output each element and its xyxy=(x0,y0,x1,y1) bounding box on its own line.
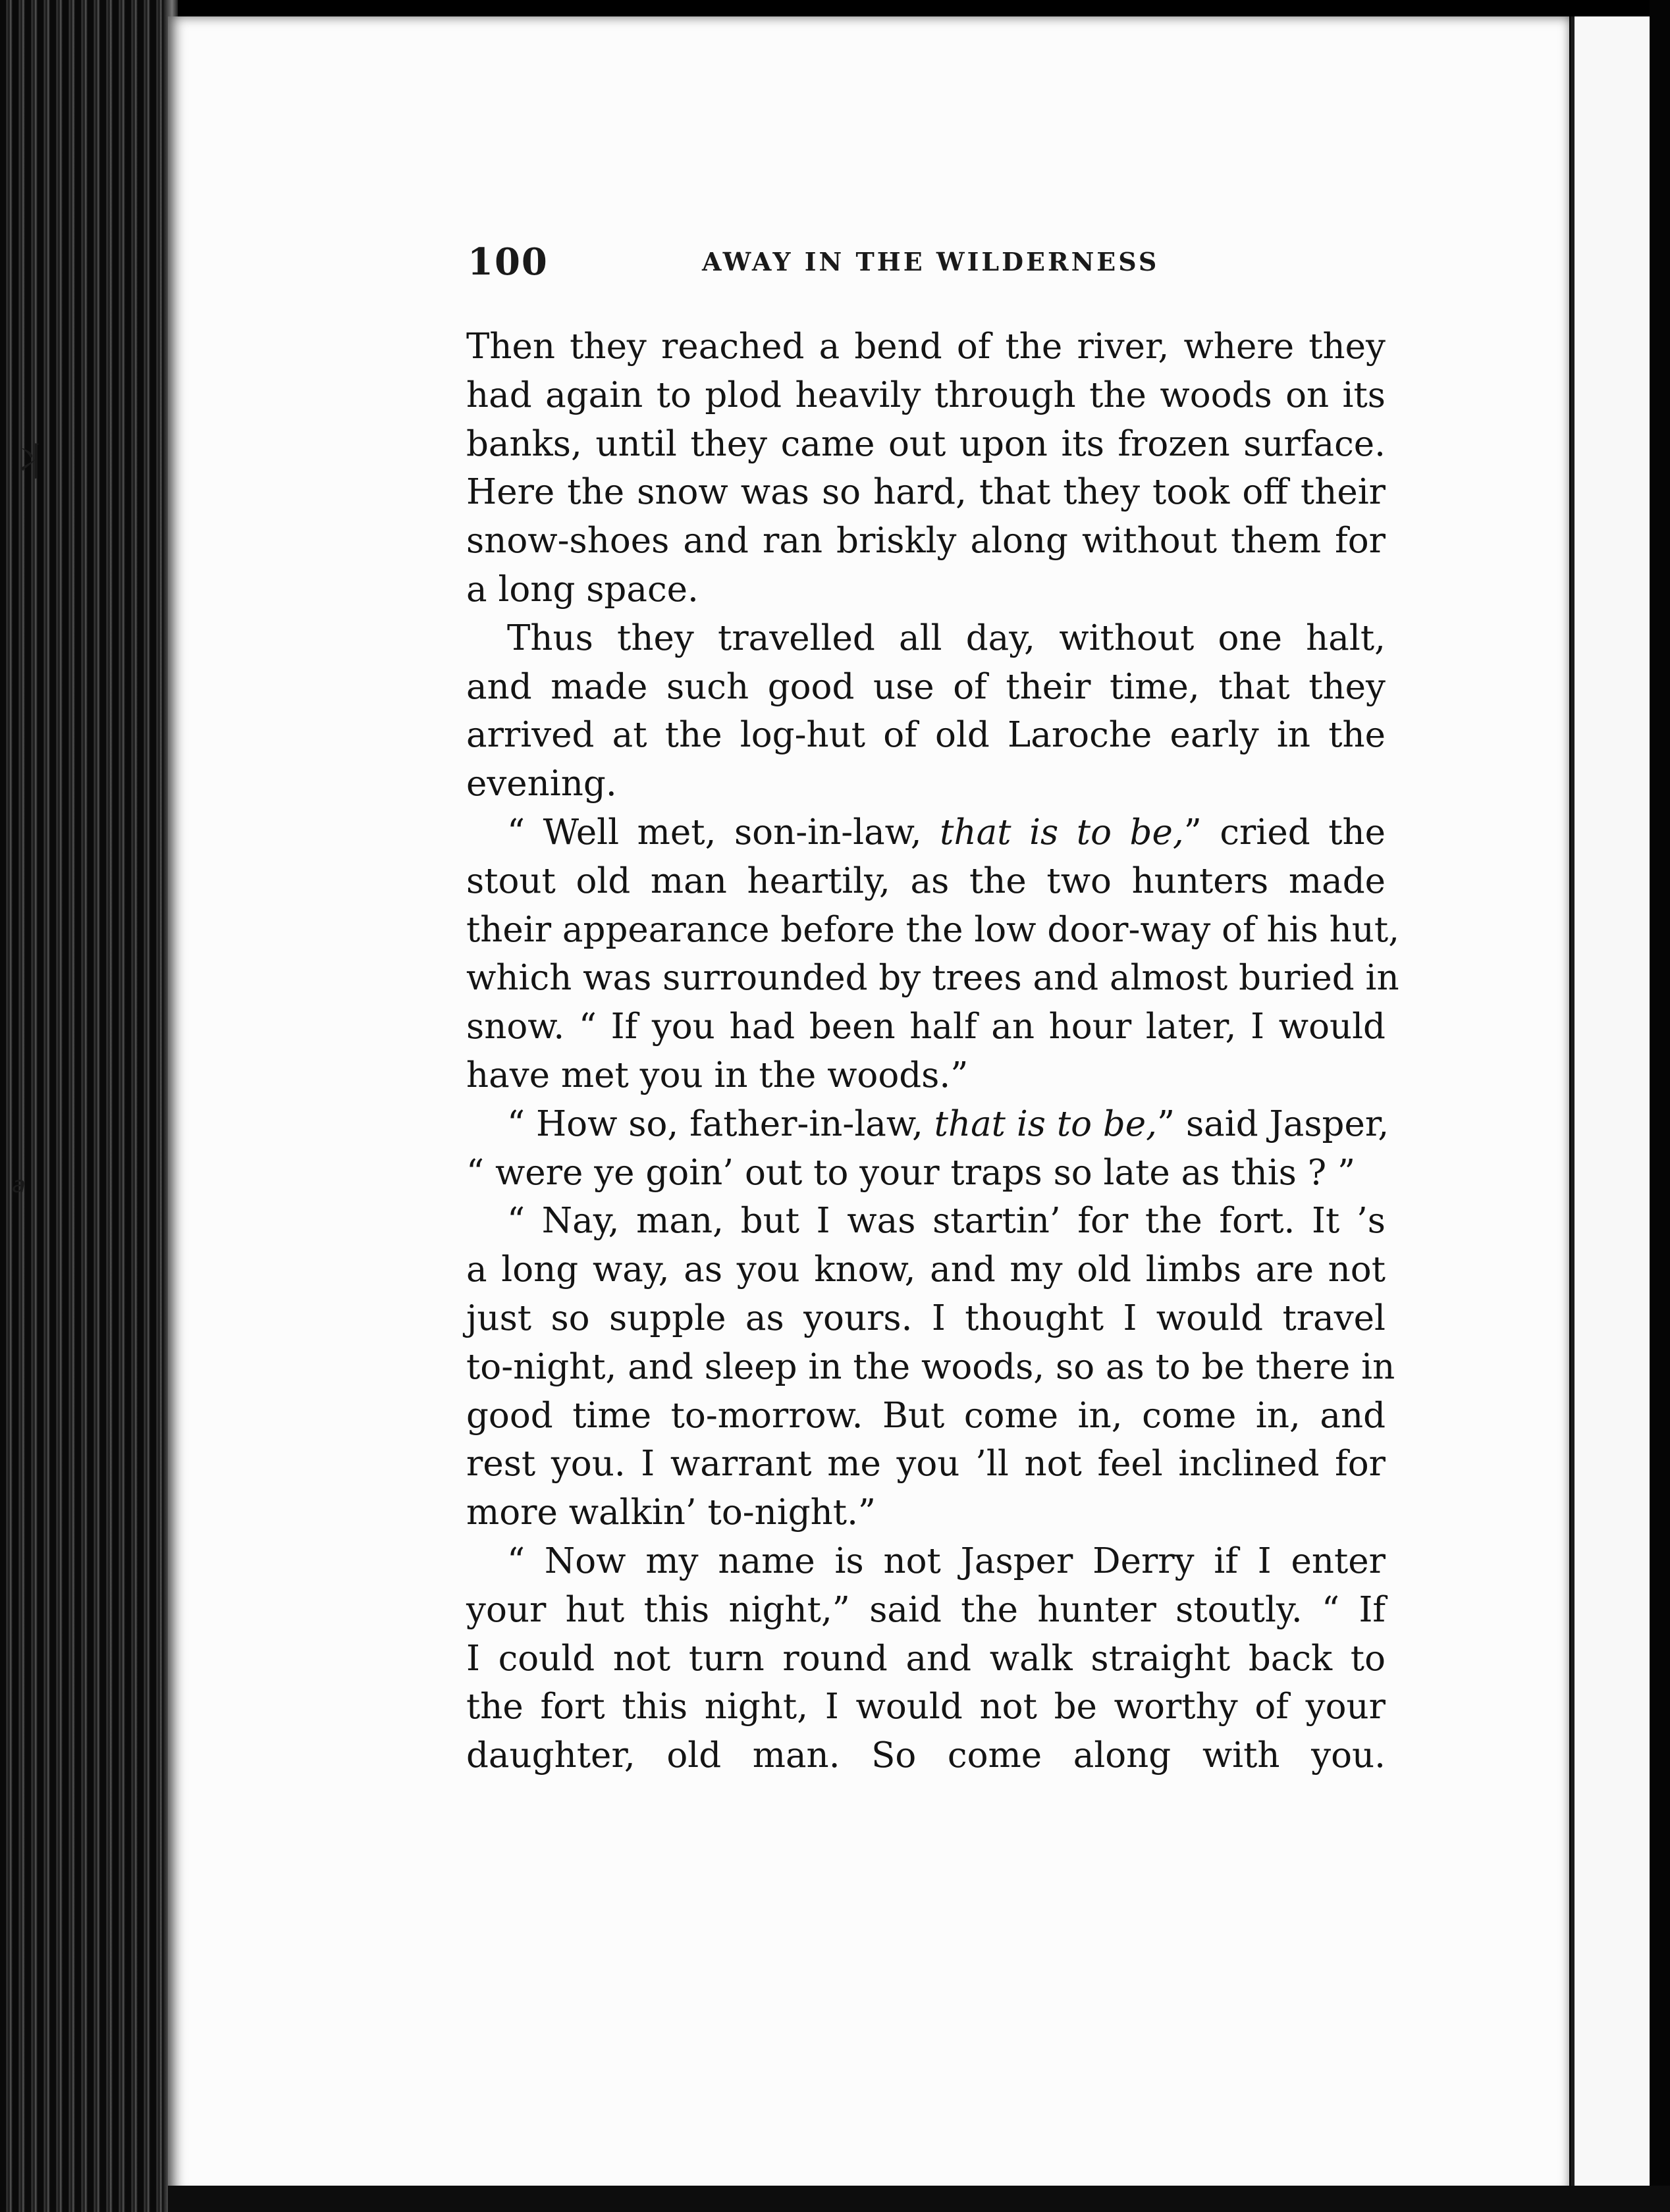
text-line: arrived at the log-hut of old Laroche early in the xyxy=(466,715,1386,756)
text-line: “ How so, father-in-law, that is to be,” said Jasper, xyxy=(507,1103,1389,1144)
italic-phrase: that is to be, xyxy=(934,1103,1158,1144)
text-line: “ Nay, man, but I was startin’ for the fort. It ’s xyxy=(507,1201,1386,1242)
text-line: Thus they travelled all day, without one halt, xyxy=(507,618,1386,658)
book-title: AWAY IN THE WILDERNESS xyxy=(702,247,1160,276)
text-line: daughter, old man. So come along with you. xyxy=(466,1735,1386,1776)
text-line: have met you in the woods.” xyxy=(466,1055,969,1095)
text-line: your hut this night,” said the hunter stoutly. “ If xyxy=(466,1589,1386,1630)
body-text xyxy=(466,323,1400,1780)
paragraph-3 xyxy=(466,808,1400,1100)
text-line: to-night, and sleep in the woods, so as to be there in xyxy=(466,1346,1395,1387)
paragraph-1 xyxy=(466,323,1386,614)
text-line: which was surrounded by trees and almost buried in xyxy=(466,958,1399,999)
text-line: evening. xyxy=(466,764,617,804)
italic-phrase: that is to be, xyxy=(940,812,1184,853)
paragraph-6 xyxy=(466,1537,1386,1780)
text-line: had again to plod heavily through the woods on its xyxy=(466,375,1386,415)
paragraph-5 xyxy=(466,1197,1395,1537)
paragraph-4 xyxy=(466,1100,1389,1198)
text-line: more walkin’ to-night.” xyxy=(466,1492,876,1533)
text-line: I could not turn round and walk straight back to xyxy=(466,1638,1386,1679)
text-line: a long way, as you know, and my old limbs are not xyxy=(466,1250,1386,1290)
text-line: rest you. I warrant me you ’ll not feel inclined for xyxy=(466,1444,1386,1485)
text-line: stout old man heartily, as the two hunters made xyxy=(466,860,1386,901)
page-number: 100 xyxy=(468,240,549,284)
text-line: a long space. xyxy=(466,569,699,610)
margin-mark-letter: a xyxy=(12,1172,26,1198)
text-line: their appearance before the low door-way of his hut, xyxy=(466,909,1400,950)
text-line: good time to-morrow. But come in, come in, and xyxy=(466,1395,1386,1436)
text-line: “ were ye goin’ out to your traps so late as this ? ” xyxy=(466,1152,1356,1193)
margin-mark-ornament: ⺦ xyxy=(12,440,51,485)
text-line: the fort this night, I would not be worthy of your xyxy=(466,1687,1386,1727)
text-line: snow. “ If you had been half an hour later, I would xyxy=(466,1007,1386,1047)
paragraph-2 xyxy=(466,614,1386,808)
text-line: and made such good use of their time, that they xyxy=(466,666,1386,707)
text-line: just so supple as yours. I thought I would travel xyxy=(466,1298,1386,1338)
text-line: Here the snow was so hard, that they took off their xyxy=(466,472,1386,513)
running-head xyxy=(468,240,1391,286)
text-line: banks, until they came out upon its frozen surface. xyxy=(466,423,1386,464)
text-line: Then they reached a bend of the river, where they xyxy=(466,327,1386,367)
scan-border-right xyxy=(1650,0,1670,2212)
text-line: “ Well met, son-in-law, that is to be,” cried the xyxy=(507,812,1386,853)
scan-border-bottom xyxy=(168,2186,1670,2212)
text-line: snow-shoes and ran briskly along without them for xyxy=(466,521,1386,562)
next-page-edge xyxy=(1571,16,1654,2209)
text-line: “ Now my name is not Jasper Derry if I enter xyxy=(507,1540,1386,1581)
page-edges-left xyxy=(0,0,178,2212)
